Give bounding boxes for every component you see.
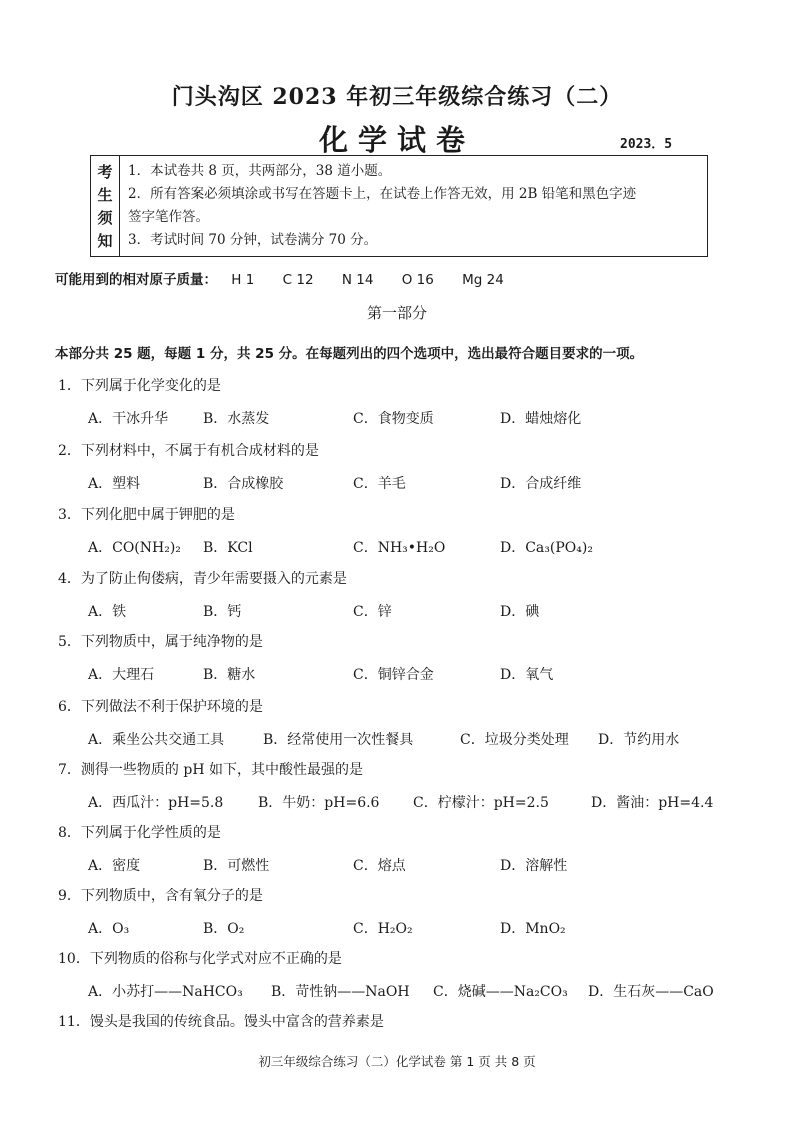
answer-option[interactable]: C．食物变质 [353, 411, 434, 427]
notice-label [91, 156, 120, 256]
answer-option[interactable]: A．干冰升华 [88, 411, 169, 427]
answer-option[interactable]: C．NH₃•H₂O [353, 540, 446, 556]
answer-option[interactable]: B．糖水 [203, 667, 256, 683]
answer-option[interactable]: A．铁 [88, 604, 127, 620]
answer-option[interactable]: B．经常使用一次性餐具 [263, 732, 414, 748]
answer-option[interactable]: D．氧气 [500, 667, 554, 683]
question-stem: 1．下列属于化学变化的是 [58, 378, 221, 394]
answer-option[interactable]: A．乘坐公共交通工具 [88, 732, 225, 748]
part-one-title: 第一部分 [366, 304, 427, 322]
answer-option[interactable]: C．铜锌合金 [353, 667, 434, 683]
question-stem: 10．下列物质的俗称与化学式对应不正确的是 [58, 951, 342, 967]
answer-option[interactable]: B．水蒸发 [203, 411, 270, 427]
atomic-mass: C 12 [282, 272, 314, 288]
exam-subject: 化学试卷 [318, 123, 475, 157]
atomic-masses [55, 268, 528, 288]
question-stem: 2．下列材料中，不属于有机合成材料的是 [58, 443, 319, 459]
answer-option[interactable]: A．塑料 [88, 476, 141, 492]
answer-option[interactable]: D．节约用水 [598, 732, 680, 748]
question-stem: 8．下列属于化学性质的是 [58, 825, 221, 841]
answer-option[interactable]: D．酱油：pH=4.4 [591, 795, 714, 811]
atomic-mass: N 14 [341, 272, 374, 288]
answer-option[interactable]: D．蜡烛熔化 [500, 411, 582, 427]
answer-option[interactable]: C．柠檬汁：pH=2.5 [413, 795, 549, 811]
notice-label-char: 须 [97, 209, 113, 227]
notice-items [120, 156, 707, 256]
answer-option[interactable]: D．溶解性 [500, 858, 568, 874]
question-stem: 11．馒头是我国的传统食品。馒头中富含的营养素是 [58, 1014, 384, 1030]
answer-option[interactable]: D．Ca₃(PO₄)₂ [500, 540, 593, 556]
question-stem: 4．为了防止佝偻病，青少年需要摄入的元素是 [58, 571, 347, 587]
answer-option[interactable]: B．可燃性 [203, 858, 270, 874]
notice-item: 1．本试卷共 8 页，共两部分，38 道小题。 [128, 163, 392, 179]
page-footer: 初三年级综合练习（二）化学试卷 第 1 页 共 8 页 [258, 1054, 536, 1069]
question-stem: 3．下列化肥中属于钾肥的是 [58, 507, 235, 523]
atomic-mass: O 16 [401, 272, 434, 288]
notice-label-char: 考 [97, 163, 113, 181]
atomic-mass: H 1 [231, 272, 255, 288]
exam-title: 门头沟区 2023 年初三年级综合练习（二） [171, 84, 623, 110]
answer-option[interactable]: C．熔点 [353, 858, 406, 874]
question-stem: 9．下列物质中，含有氧分子的是 [58, 888, 263, 904]
question-stem: 6．下列做法不利于保护环境的是 [58, 699, 263, 715]
answer-option[interactable]: A．大理石 [88, 667, 155, 683]
answer-option[interactable]: C．羊毛 [353, 476, 406, 492]
answer-option[interactable]: B．O₂ [203, 921, 245, 937]
atomic-masses-label: 可能用到的相对原子质量： [55, 272, 217, 288]
answer-option[interactable]: D．合成纤维 [500, 476, 582, 492]
candidate-notice-box [90, 155, 708, 257]
notice-item: 2．所有答案必须填涂或书写在答题卡上，在试卷上作答无效，用 2B 铅笔和黑色字迹 [128, 186, 637, 202]
answer-option[interactable]: B．KCl [203, 540, 253, 556]
answer-option[interactable]: B．钙 [203, 604, 242, 620]
answer-option[interactable]: A．O₃ [88, 921, 130, 937]
atomic-mass: Mg 24 [462, 272, 504, 288]
answer-option[interactable]: C．烧碱——Na₂CO₃ [433, 984, 568, 1000]
answer-option[interactable]: B．苛性钠——NaOH [271, 984, 410, 1000]
answer-option[interactable]: C．锌 [353, 604, 392, 620]
exam-date: 2023．5 [620, 137, 673, 152]
answer-option[interactable]: C．垃圾分类处理 [460, 732, 569, 748]
notice-item: 3．考试时间 70 分钟，试卷满分 70 分。 [128, 232, 378, 248]
question-stem: 7．测得一些物质的 pH 如下，其中酸性最强的是 [58, 762, 363, 778]
question-stem: 5．下列物质中，属于纯净物的是 [58, 634, 263, 650]
notice-item: 签字笔作答。 [128, 209, 209, 225]
answer-option[interactable]: A．CO(NH₂)₂ [88, 540, 181, 556]
part-one-instruction: 本部分共 25 题，每题 1 分，共 25 分。在每题列出的四个选项中，选出最符合题目要求的一项。 [55, 346, 644, 362]
notice-label-char: 知 [97, 232, 113, 250]
answer-option[interactable]: C．H₂O₂ [353, 921, 413, 937]
answer-option[interactable]: A．西瓜汁：pH=5.8 [88, 795, 224, 811]
answer-option[interactable]: A．小苏打——NaHCO₃ [88, 984, 243, 1000]
notice-label-char: 生 [97, 186, 113, 204]
answer-option[interactable]: D．碘 [500, 604, 540, 620]
answer-option[interactable]: A．密度 [88, 858, 141, 874]
answer-option[interactable]: B．牛奶：pH=6.6 [258, 795, 380, 811]
answer-option[interactable]: B．合成橡胶 [203, 476, 284, 492]
answer-option[interactable]: D．MnO₂ [500, 921, 566, 937]
answer-option[interactable]: D．生石灰——CaO [588, 984, 714, 1000]
